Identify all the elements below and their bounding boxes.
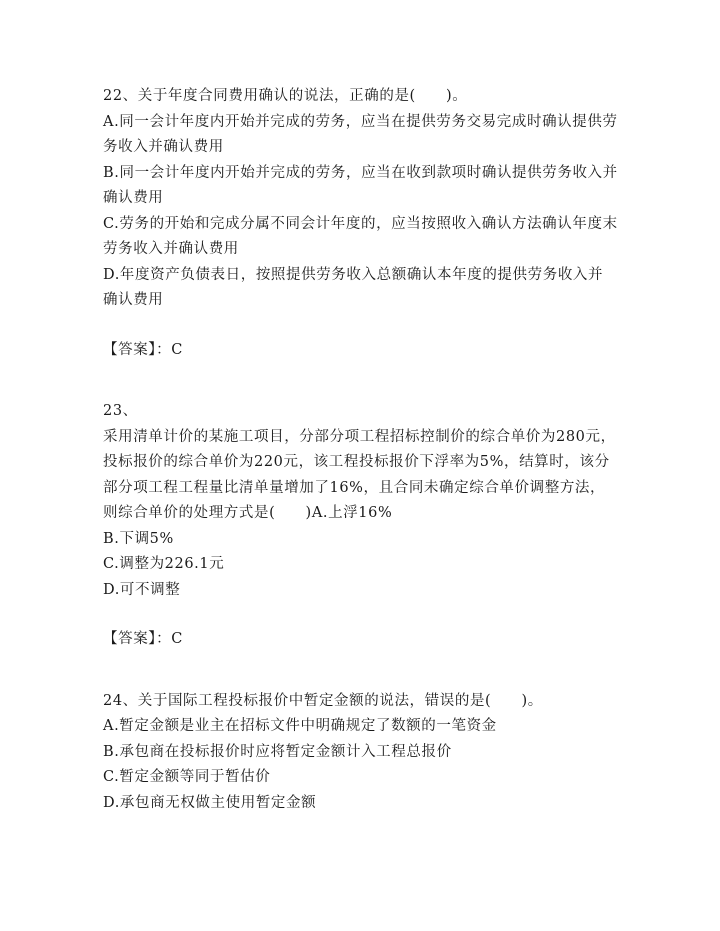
option-c: C.调整为226.1元	[103, 556, 225, 572]
option-b: B.下调5%	[103, 530, 174, 547]
question-24	[103, 689, 618, 817]
spacer	[103, 363, 618, 399]
question-23	[103, 399, 618, 653]
option-a: A.同一会计年度内开始并完成的劳务，应当在提供劳务交易完成时确认提供劳务收入并确认费用	[103, 113, 618, 155]
answer-line: 【答案】：C	[103, 341, 183, 358]
question-number: 23、	[103, 403, 138, 419]
option-c: C.劳务的开始和完成分属不同会计年度的，应当按照收入确认方法确认年度末劳务收入并确认费用	[103, 215, 618, 257]
question-22	[103, 84, 618, 363]
option-d: D.年度资产负债表日，按照提供劳务收入总额确认本年度的提供劳务收入并确认费用	[103, 266, 604, 308]
question-stem: 24、关于国际工程投标报价中暂定金额的说法，错误的是( )。	[103, 692, 543, 709]
spacer	[103, 653, 618, 689]
option-d: D.承包商无权做主使用暂定金额	[103, 794, 317, 811]
option-c: C.暂定金额等同于暂估价	[103, 769, 271, 785]
option-a: A.暂定金额是业主在招标文件中明确规定了数额的一笔资金	[103, 718, 497, 734]
document-page	[103, 84, 618, 816]
answer-line: 【答案】：C	[103, 631, 183, 647]
option-b: B.承包商在投标报价时应将暂定金额计入工程总报价	[103, 743, 452, 760]
question-stem: 22、关于年度合同费用确认的说法，正确的是( )。	[103, 88, 468, 104]
option-b: B.同一会计年度内开始并完成的劳务，应当在收到款项时确认提供劳务收入并确认费用	[103, 164, 618, 206]
option-d: D.可不调整	[103, 581, 181, 598]
question-stem: 采用清单计价的某施工项目，分部分项工程招标控制价的综合单价为280元，投标报价的综合单价为220元，该工程投标报价下浮率为5%，结算时，该分部分项工程工程量比清单量增加了16%，且合同未确定综合单价调整方法，则综合单价的处理方式是( )A.上浮16%	[103, 428, 616, 521]
